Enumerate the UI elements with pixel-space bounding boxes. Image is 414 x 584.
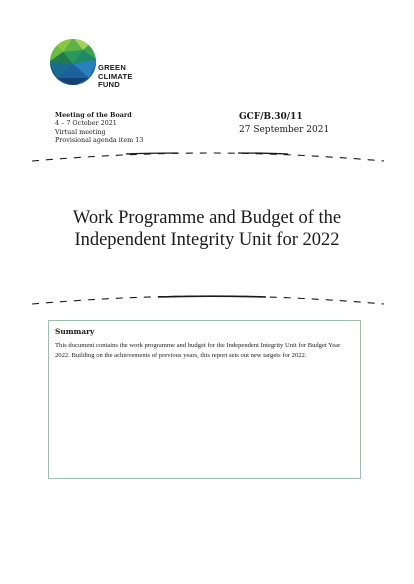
document-number: GCF/B.30/11 bbox=[239, 112, 303, 122]
meeting-venue: Virtual meeting bbox=[55, 127, 106, 136]
agenda-item: Provisional agenda item 13 bbox=[55, 136, 144, 145]
logo-line-green: GREEN bbox=[98, 63, 127, 72]
title-line-2: Independent Integrity Unit for 2022 bbox=[74, 230, 340, 250]
logo-line-climate: CLIMATE bbox=[98, 71, 133, 81]
logo-wordmark bbox=[98, 64, 133, 90]
meeting-dates: 4 – 7 October 2021 bbox=[55, 119, 117, 128]
globe-logo-icon bbox=[49, 38, 97, 86]
title-line-1: Work Programme and Budget of the bbox=[72, 208, 342, 228]
document-date: 27 September 2021 bbox=[239, 125, 330, 135]
summary-text: This document contains the work programme and budget for the Independent Integrity Unit for Budget Year 2022. Building on the achievements of previous years, this report sets out new targets for 2022. bbox=[55, 342, 341, 359]
gcf-logo bbox=[49, 38, 149, 98]
decorative-divider-bottom bbox=[30, 293, 386, 307]
meeting-name: Meeting of the Board bbox=[55, 111, 132, 119]
logo-line-fund: FUND bbox=[98, 80, 120, 90]
meeting-info bbox=[55, 111, 143, 145]
decorative-divider-top bbox=[30, 150, 386, 164]
document-reference bbox=[239, 111, 329, 137]
summary-heading: Summary bbox=[55, 327, 95, 336]
document-title bbox=[0, 207, 414, 251]
summary-box bbox=[48, 320, 361, 479]
